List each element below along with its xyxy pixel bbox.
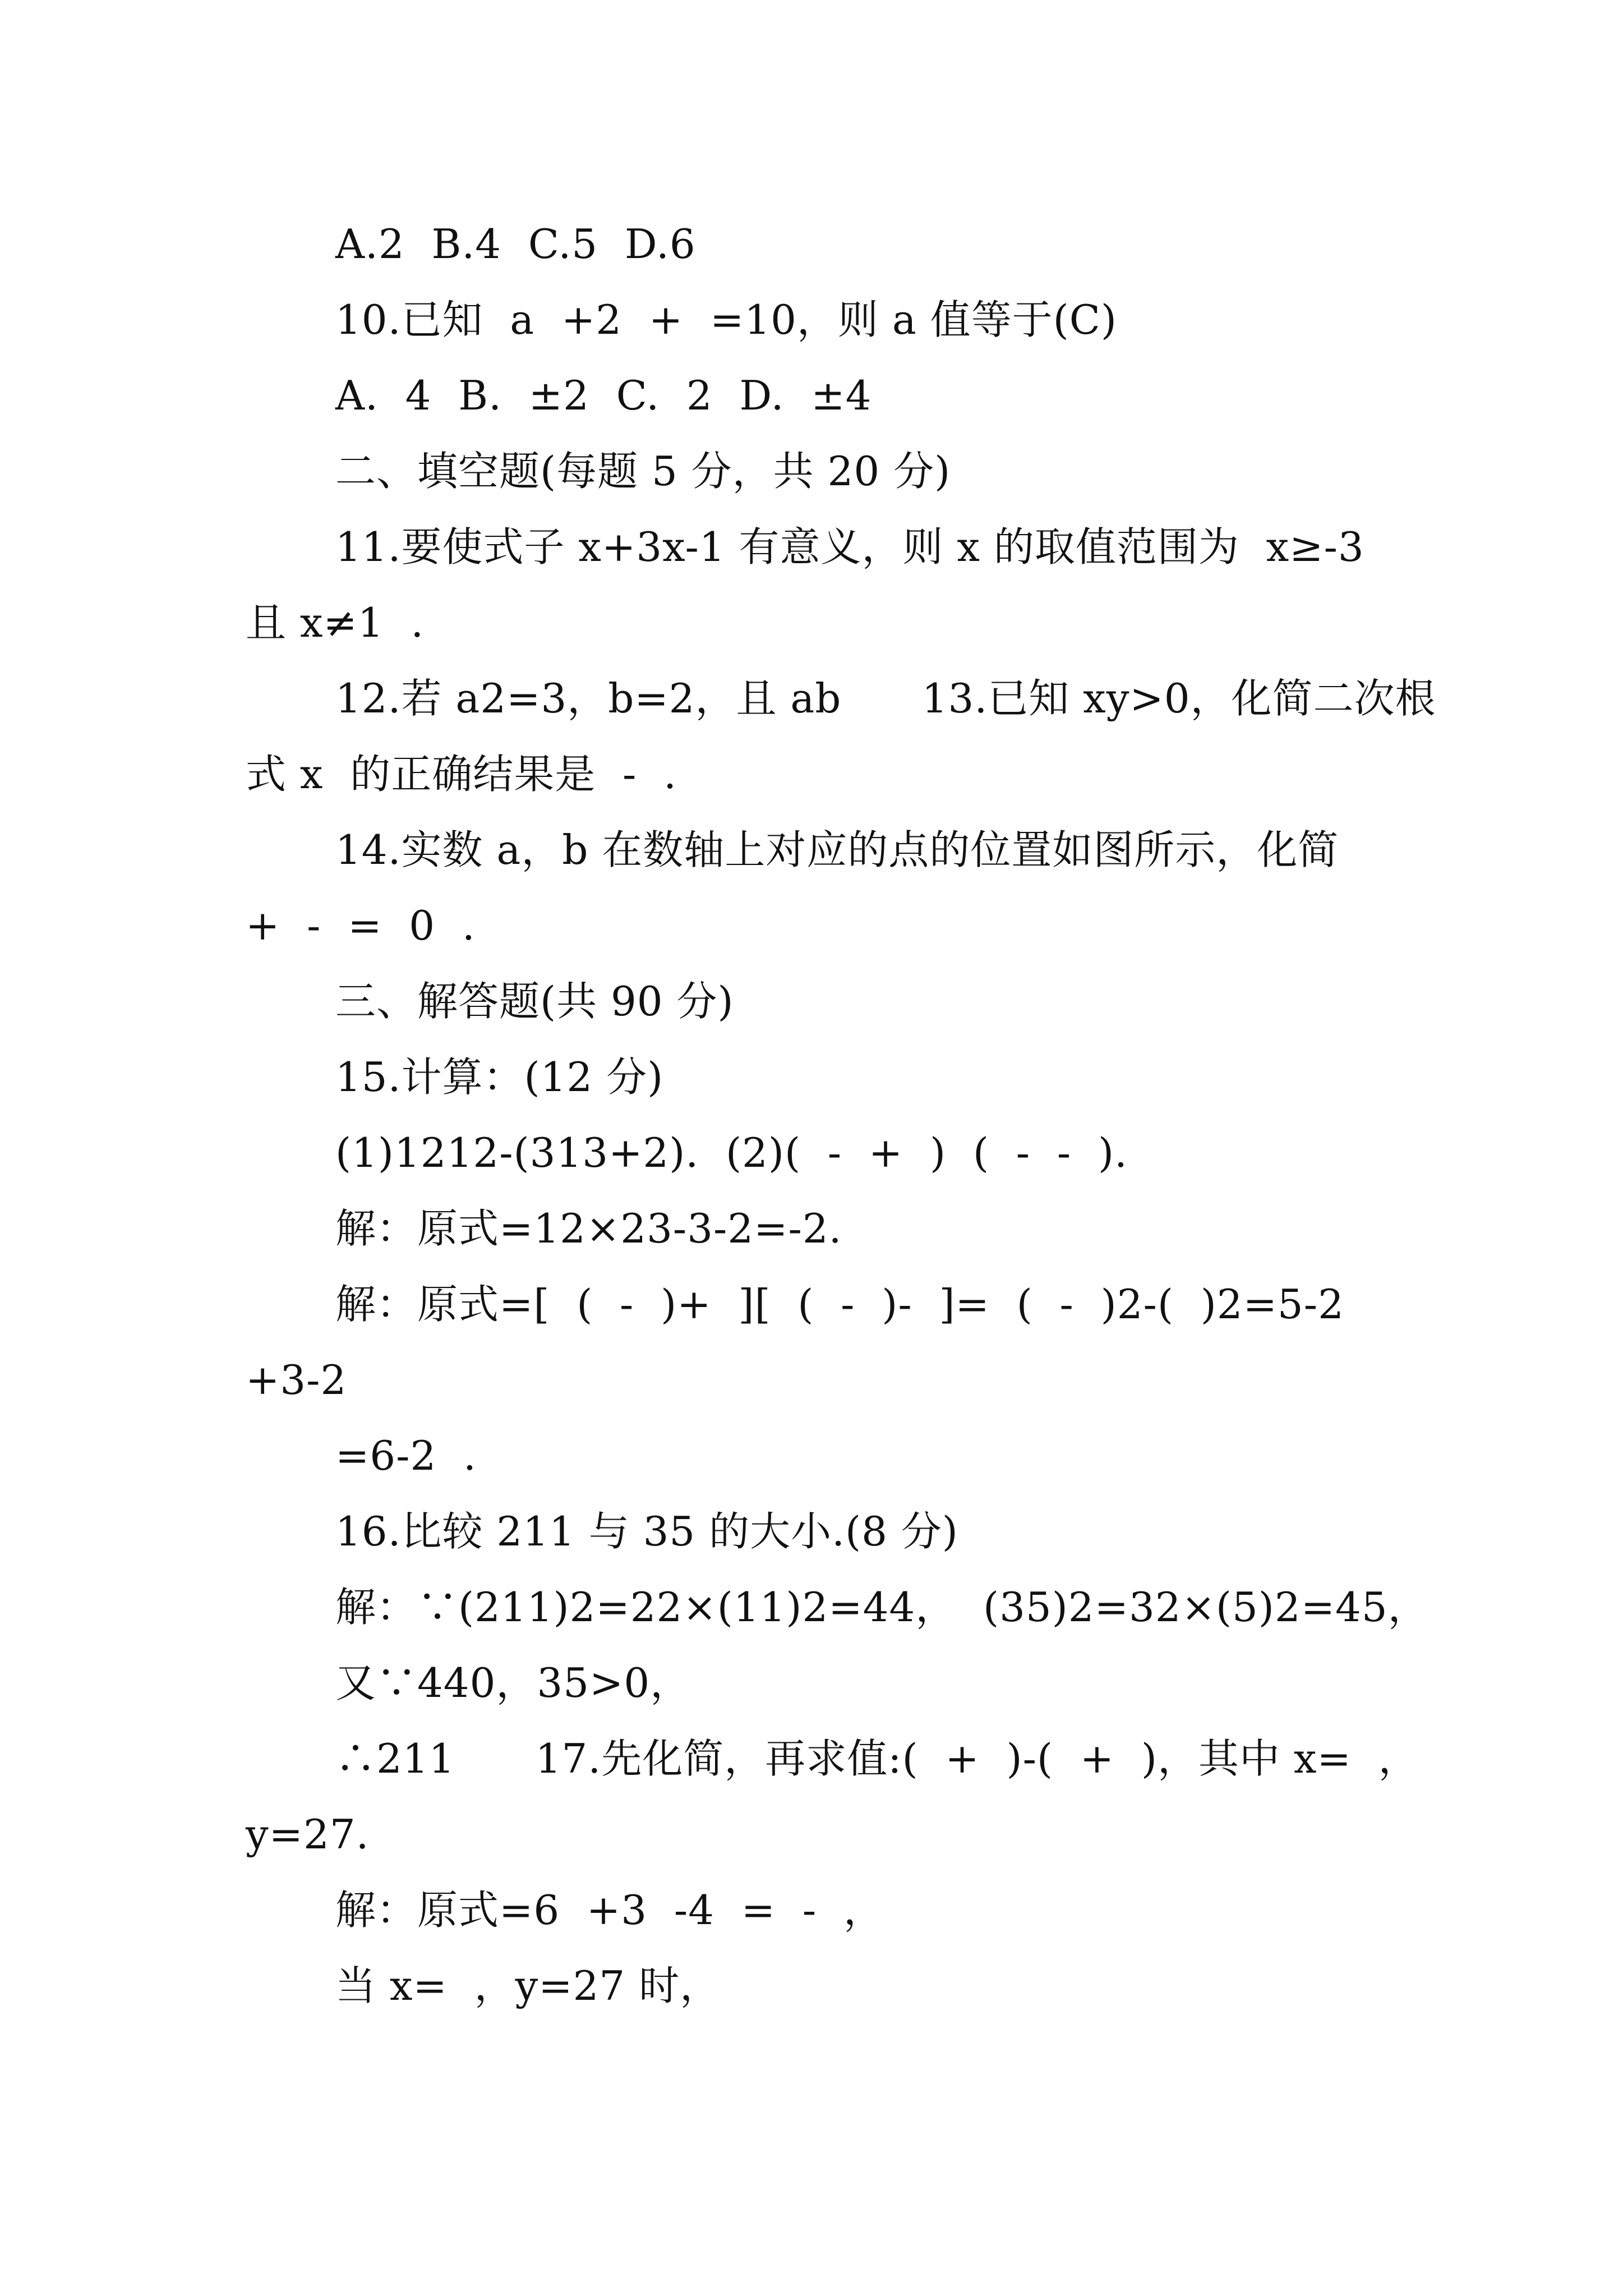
q15-subquestions: (1)1212-(313+2). (2)( - + ) ( - - ). (335, 1129, 1128, 1176)
q17-solution-2: 当 x= ，y=27 时， (335, 1962, 721, 2009)
q15-solution-1: 解：原式=12×23-3-2=-2. (335, 1205, 842, 1252)
q14-stem-cont: + - = 0 . (246, 902, 476, 949)
q16-conclusion-q17-stem: ∴211 17.先化简，再求值:( + )-( + )，其中 x= ， (335, 1735, 1419, 1782)
q13-stem-cont: 式 x 的正确结果是 - . (246, 751, 677, 798)
q15-stem: 15.计算：(12 分) (335, 1053, 664, 1101)
q16-solution-2: 又∵440，35>0， (335, 1659, 691, 1706)
q16-solution-1: 解：∵(211)2=22×(11)2=44， (35)2=32×(5)2=45， (335, 1584, 1429, 1631)
q11-stem: 11.要使式子 x+3x-1 有意义，则 x 的取值范围为 x≥-3 (335, 523, 1364, 570)
q12-q13-stem: 12.若 a2=3，b=2，且 ab 13.已知 xy>0，化简二次根 (335, 675, 1436, 722)
q11-stem-cont: 且 x≠1 . (246, 599, 425, 646)
q16-stem: 16.比较 211 与 35 的大小.(8 分) (335, 1508, 958, 1555)
q17-solution-1: 解：原式=6 +3 -4 = - ， (335, 1887, 884, 1934)
section-solve-heading: 三、解答题(共 90 分) (335, 978, 734, 1025)
q15-solution-2: 解：原式=[ ( - )+ ][ ( - )- ]= ( - )2-( )2=5-2 (335, 1281, 1344, 1328)
q15-solution-2-result: =6-2 . (335, 1432, 477, 1479)
section-fill-in-heading: 二、填空题(每题 5 分，共 20 分) (335, 448, 951, 495)
q15-solution-2-cont: +3-2 (246, 1356, 347, 1404)
q10-stem: 10.已知 a +2 + =10，则 a 值等于(C) (335, 296, 1117, 343)
q9-options: A.2 B.4 C.5 D.6 (335, 220, 696, 268)
q14-stem: 14.实数 a，b 在数轴上对应的点的位置如图所示，化简 (335, 826, 1339, 873)
q10-options: A. 4 B. ±2 C. 2 D. ±4 (335, 372, 872, 419)
q17-stem-cont: y=27. (246, 1811, 370, 1858)
